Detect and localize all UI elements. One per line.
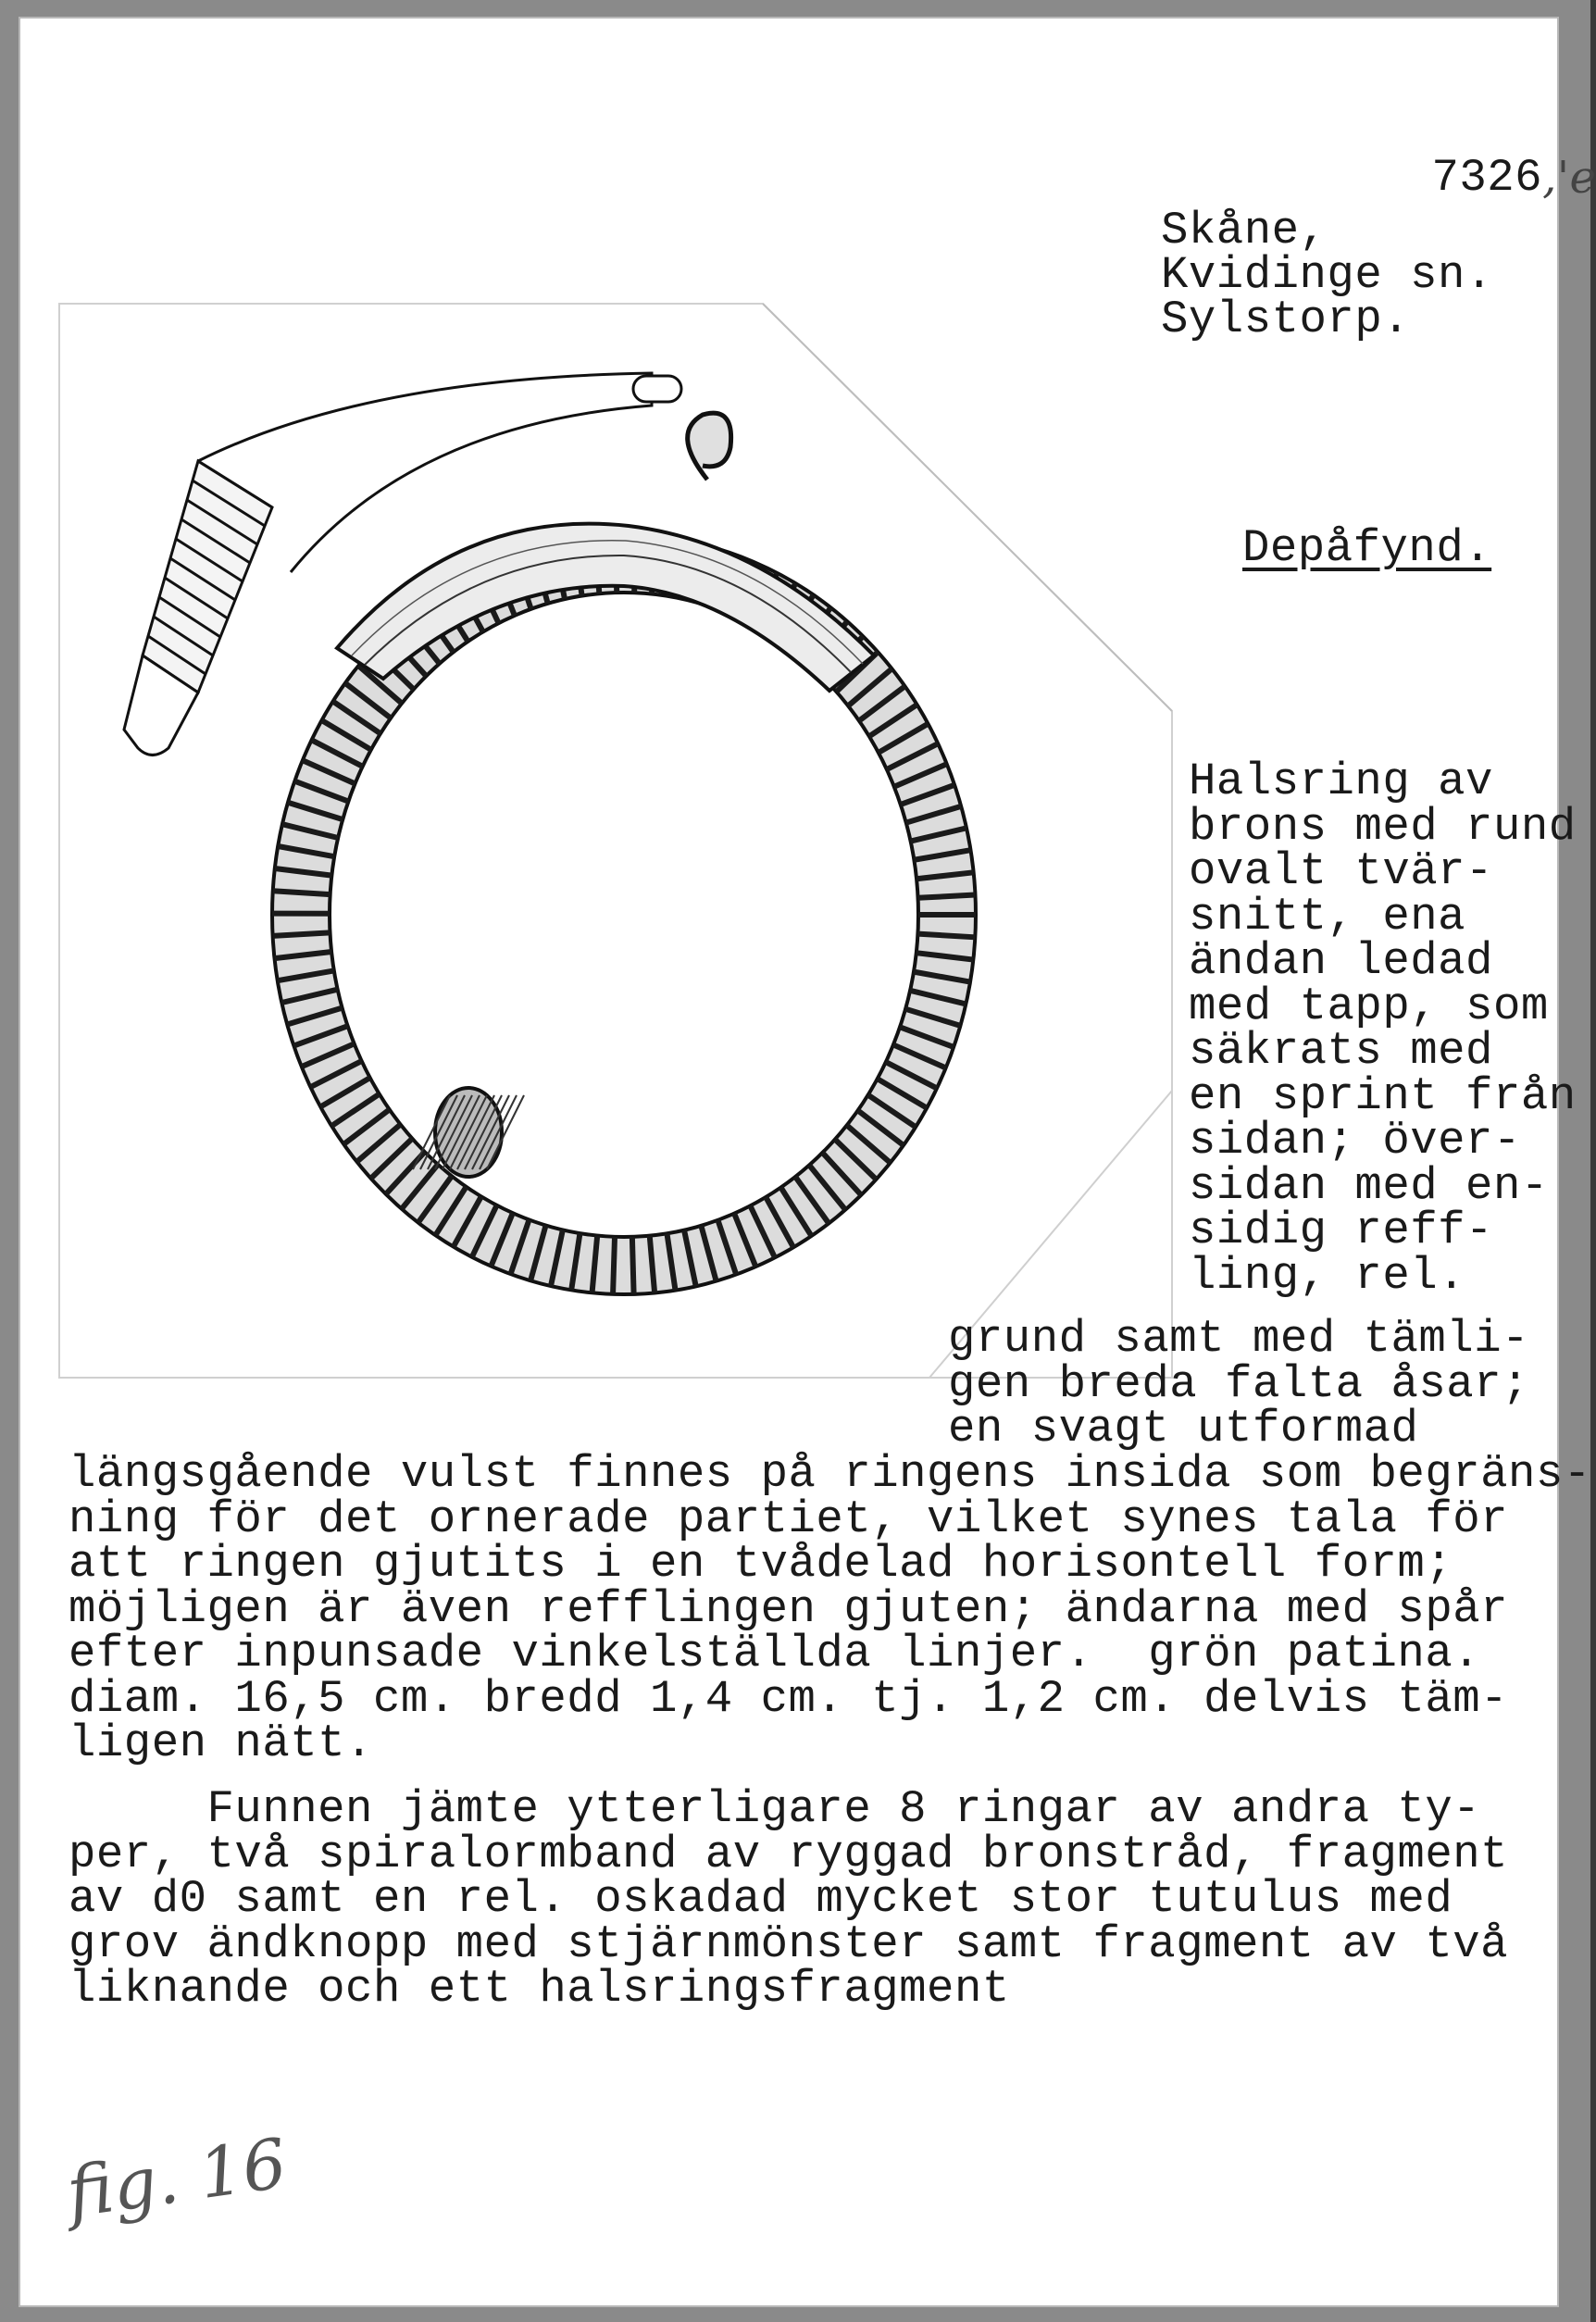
location-parish: Kvidinge sn.	[1161, 249, 1493, 301]
wrap-line: sidig reff-	[1189, 1205, 1493, 1256]
find-type: Depåfynd.	[1242, 522, 1492, 574]
mid-line: en svagt utformad	[948, 1403, 1419, 1454]
ring-rib	[273, 932, 330, 935]
full-line: att ringen gjutits i en tvådelad horisontell form;	[69, 1538, 1453, 1590]
mid-line: grund samt med tämli-	[948, 1313, 1530, 1365]
catalog-card	[20, 19, 1596, 2305]
figure-label: fig. 16	[62, 2123, 292, 2234]
wrap-line: sidan med en-	[1189, 1159, 1549, 1212]
location-site: Sylstorp.	[1161, 293, 1411, 345]
full-line: längsgående vulst finnes på ringens insida som begräns-	[69, 1448, 1591, 1500]
wrap-line: Halsring av	[1189, 755, 1493, 807]
ring-rib	[918, 895, 976, 898]
full-line: efter inpunsade vinkelställda linjer. grön patina.	[69, 1628, 1481, 1679]
mid-line: gen breda falta åsar;	[948, 1357, 1530, 1410]
wrap-line: sidan; över-	[1189, 1115, 1521, 1167]
para2-line: liknande och ett halsringsfragment	[69, 1963, 1010, 2015]
full-line: ning för det ornerade partiet, vilket synes tala för	[69, 1492, 1509, 1545]
wrap-line: ändan ledad	[1189, 935, 1493, 987]
wrap-line: snitt, ena	[1189, 890, 1466, 943]
para2-line: grov ändknopp med stjärnmönster samt fragment av två	[69, 1917, 1509, 1970]
wrap-line: ovalt tvär-	[1189, 845, 1493, 897]
para2-line: per, två spiralormband av ryggad bronstråd, fragment	[69, 1828, 1509, 1880]
neck-ring-illustration	[59, 304, 1187, 1385]
wrap-line: brons med rund	[1189, 800, 1577, 853]
ring-rib	[917, 934, 975, 938]
full-line: möjligen är även refflingen gjuten; ändarna med spår	[69, 1582, 1509, 1635]
neck-ring-drawing	[59, 304, 1187, 1385]
wrap-line: säkrats med	[1189, 1025, 1493, 1077]
full-line: ligen nätt.	[69, 1717, 373, 1769]
wrap-line: ling, rel.	[1189, 1249, 1466, 1302]
para2-line: Funnen jämte ytterligare 8 ringar av andra ty-	[69, 1783, 1481, 1835]
ring-rib	[273, 891, 330, 894]
ring-rib	[632, 1237, 634, 1294]
wrap-line: en sprint från	[1189, 1069, 1577, 1122]
para2-line: av d0 samt en rel. oskadad mycket stor tutulus med	[69, 1873, 1453, 1925]
catalog-number: 7326 ,'e	[1431, 152, 1596, 204]
location-province: Skåne,	[1161, 205, 1328, 256]
wrap-line: med tapp, som	[1189, 980, 1549, 1032]
full-line: diam. 16,5 cm. bredd 1,4 cm. tj. 1,2 cm. delvis täm-	[69, 1672, 1509, 1725]
ring-rib	[613, 1237, 615, 1294]
